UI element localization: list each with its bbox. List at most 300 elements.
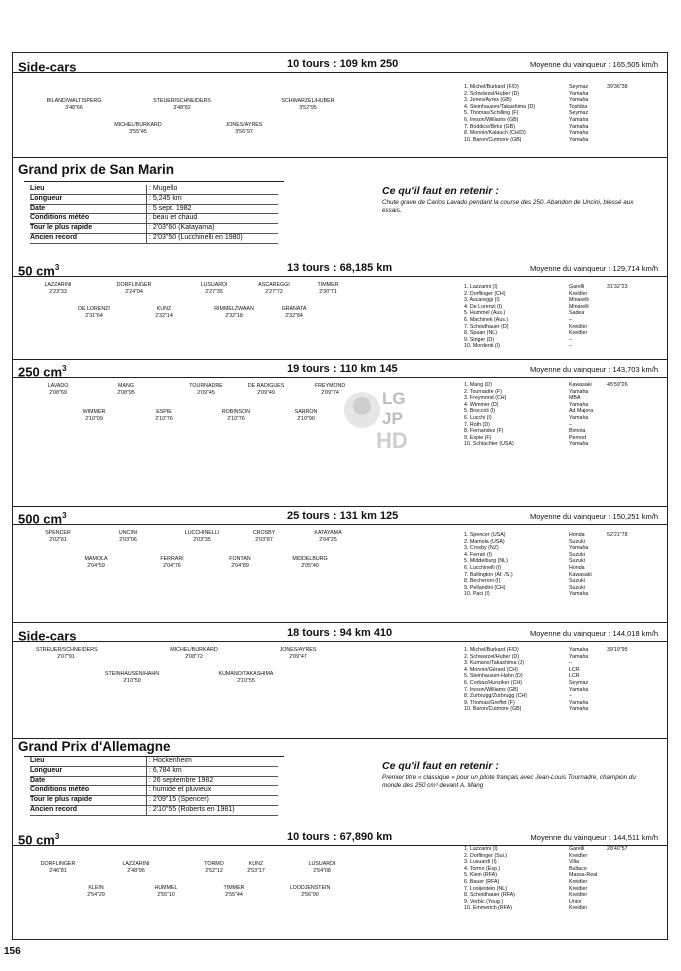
results-list xyxy=(464,846,628,912)
retain-title: Ce qu'il faut en retenir : xyxy=(382,185,499,197)
result-time: 39'36"38 xyxy=(607,84,628,90)
info-label: Conditions météo xyxy=(30,786,147,795)
class-sup: 3 xyxy=(62,364,67,373)
result-row xyxy=(464,872,628,879)
result-row xyxy=(464,415,628,422)
result-rider: 4. Monnin/Gérard (CH) xyxy=(464,666,518,673)
result-bike: Kreidler xyxy=(569,885,588,892)
result-rider: 10. Baron/Cutmore (GB) xyxy=(464,136,522,143)
result-bike: Bultaco xyxy=(569,865,587,872)
result-rider: 9. Verbic (Youg.) xyxy=(464,898,503,905)
result-bike: Ad Majora xyxy=(569,408,594,415)
rider-name: BILAND/WALTISPERG xyxy=(46,98,102,104)
race-distance: 10 tours : 67,890 km xyxy=(287,831,393,843)
result-bike: Seymaz xyxy=(569,679,589,686)
result-row xyxy=(464,565,628,572)
grid-rider xyxy=(98,530,158,543)
rider-name: LUCCHINELLI xyxy=(184,530,220,536)
result-bike: Yamaha xyxy=(569,699,589,706)
rider-time: 2'09"74 xyxy=(321,389,339,396)
result-bike: – xyxy=(569,421,572,428)
result-rider: 5. Thomas/Schilling (F) xyxy=(464,110,519,117)
grid-rider xyxy=(204,306,264,319)
result-row xyxy=(464,130,628,137)
grid-rider xyxy=(298,530,358,543)
result-bike: Suzuki xyxy=(569,584,585,591)
result-rider: 10. Baron/Cutmore (GB) xyxy=(464,706,522,713)
grid-rider xyxy=(234,530,294,543)
result-rider: 3. Ascareggi (I) xyxy=(464,297,500,304)
result-row xyxy=(464,700,628,707)
info-value: : 5,245 km xyxy=(149,194,182,202)
result-bike: Yamaha xyxy=(569,706,589,713)
result-bike: Honda xyxy=(569,532,585,538)
result-time: 52'21"78 xyxy=(607,532,628,538)
rider-name: KUNZ xyxy=(156,306,172,312)
result-rider: 6. Lucchinelli (I) xyxy=(464,564,502,571)
section-header xyxy=(12,260,668,277)
result-rider: 10. Schlachter (USA) xyxy=(464,441,514,448)
rider-time: 2'54"29 xyxy=(87,891,105,898)
result-rider: 6. Bauer (RFA) xyxy=(464,878,500,885)
grid-rider xyxy=(204,885,264,898)
rider-name: HUMMEL xyxy=(154,885,178,891)
section-sidecars-1 xyxy=(12,56,668,152)
result-rider: 2. Tournadre (F) xyxy=(464,388,502,395)
result-rider: 8. Scheidhauer (RFA) xyxy=(464,892,515,899)
class-sup: 3 xyxy=(62,511,67,520)
grid-rider xyxy=(176,383,236,396)
result-row xyxy=(464,591,628,598)
info-row xyxy=(30,234,278,244)
result-rider: 9. Thomas/Greffet (F) xyxy=(464,699,515,706)
result-rider: 1. Michel/Burkard (F/D) xyxy=(464,84,519,90)
grid-rider xyxy=(152,98,212,111)
watermark-line-1: LG xyxy=(382,389,406,408)
rider-time: 2'05"40 xyxy=(301,562,319,569)
info-value: : beau et chaud xyxy=(149,214,198,222)
result-row xyxy=(464,532,628,539)
result-row xyxy=(464,304,628,311)
result-row xyxy=(464,291,628,298)
result-bike: Minarelli xyxy=(569,297,589,304)
result-row xyxy=(464,330,628,337)
result-rider: 9. Singer (D) xyxy=(464,336,495,343)
info-label: Date xyxy=(30,777,147,786)
rider-time: 2'10"76 xyxy=(227,415,245,422)
rider-name: GRANATA xyxy=(281,306,307,312)
retain-text: Premier titre « classique » pour un pilote français avec Jean-Louis Tournadre, champion du monde des 250 cm³ devant A. Mang xyxy=(382,774,636,789)
result-row xyxy=(464,337,628,344)
result-bike: Yamaha xyxy=(569,647,589,653)
grid-rider xyxy=(164,647,224,660)
rider-name: LOODJENSTEIN xyxy=(289,885,331,891)
rider-name: MAMOLA xyxy=(84,556,108,562)
rider-time: 2'08"95 xyxy=(117,389,135,396)
grid-rider xyxy=(210,556,270,569)
grid-rider xyxy=(184,282,244,295)
result-bike: Yamaha xyxy=(569,591,589,598)
gp-info-table xyxy=(30,185,278,244)
result-bike: Massa-Real xyxy=(569,872,598,879)
result-rider: 4. Wimmer (D) xyxy=(464,401,499,408)
info-value: : 5 sept. 1982 xyxy=(149,204,192,212)
rider-time: 2'56"90 xyxy=(301,891,319,898)
grid-rider xyxy=(28,530,88,543)
result-bike: Yamaha xyxy=(569,130,589,137)
result-rider: 3. Crosby (NZ) xyxy=(464,545,499,552)
result-rider: 6. Corbaz/Hunziker (CH) xyxy=(464,679,522,686)
result-time: 28'40"57 xyxy=(607,846,628,852)
result-rider: 9. Espie (F) xyxy=(464,434,492,441)
section-header xyxy=(12,625,668,642)
grid-rider xyxy=(268,647,328,660)
rider-name: WIMMER xyxy=(82,409,106,415)
grid-rider xyxy=(278,98,338,111)
rider-time: 2'31"64 xyxy=(85,312,103,319)
grid-rider xyxy=(66,885,126,898)
retain-text: Chute grave de Carlos Lavado pendant la course des 250. Abandon de Uncini, blessé aux essais. xyxy=(382,199,634,214)
rider-time: 2'08"72 xyxy=(185,653,203,660)
rider-time: 2'52"12 xyxy=(205,867,223,874)
info-label: Ancien record xyxy=(30,234,147,243)
page-number: 156 xyxy=(4,946,21,957)
class-name: 250 cm xyxy=(18,364,63,380)
result-row xyxy=(464,693,628,700)
grid-rider xyxy=(142,556,202,569)
result-row xyxy=(464,647,628,654)
result-row xyxy=(464,324,628,331)
result-bike: Yamaha xyxy=(569,545,589,552)
result-bike: Kreidler xyxy=(569,323,588,330)
info-label: Lieu xyxy=(30,757,147,766)
rider-name: TIMMER xyxy=(317,282,339,288)
result-rider: 5. Steinhausen-Hahn (D) xyxy=(464,673,523,680)
info-value: : 2'03"50 (Lucchinelli en 1980) xyxy=(149,233,243,241)
class-sup: 3 xyxy=(54,263,60,272)
results-list xyxy=(464,532,628,598)
class-title xyxy=(18,260,59,279)
section-500cc xyxy=(12,508,668,623)
result-rider: 2. Mamola (USA) xyxy=(464,538,505,545)
info-label: Tour le plus rapide xyxy=(30,224,147,233)
rider-time: 2'23"33 xyxy=(49,288,67,295)
result-row xyxy=(464,310,628,317)
info-value: : Mugello xyxy=(149,185,178,192)
result-rider: 4. De Lorenzi (I) xyxy=(464,303,502,310)
section-50cc-1 xyxy=(12,260,668,356)
grid-rider xyxy=(44,98,104,111)
rider-name: LUSUARDI xyxy=(200,282,228,288)
info-row xyxy=(30,224,278,234)
rider-name: MIDDELBURG xyxy=(292,556,328,562)
class-title xyxy=(18,361,67,380)
result-rider: 8. Fernandez (F) xyxy=(464,428,504,435)
result-rider: 7. Ireson/Williams (GB) xyxy=(464,686,519,693)
winner-average: Moyenne du vainqueur : 129,714 km/h xyxy=(529,264,658,273)
class-sup: 3 xyxy=(54,832,60,841)
rider-time: 2'04"89 xyxy=(231,562,249,569)
rider-time: 2'55"10 xyxy=(157,891,175,898)
result-bike: Kreidler xyxy=(569,852,588,859)
result-bike: Honda xyxy=(569,564,585,571)
rider-time: 2'04"59 xyxy=(87,562,105,569)
gp-allemagne xyxy=(12,739,668,829)
grid-rider xyxy=(280,556,340,569)
rider-name: CROSBY xyxy=(252,530,276,536)
results-list xyxy=(464,382,628,448)
rider-name: ROBINSON xyxy=(221,409,251,415)
result-bike: Sadea xyxy=(569,310,585,317)
race-distance: 19 tours : 110 km 145 xyxy=(287,363,398,375)
result-row xyxy=(464,673,628,680)
info-value: : 2'10"55 (Roberts en 1981) xyxy=(149,805,235,813)
rider-name: DE LORENZI xyxy=(78,306,110,312)
result-rider: 6. Machinek (Aus.) xyxy=(464,316,509,323)
gp-san-marin xyxy=(12,162,668,258)
winner-average: Moyenne du vainqueur : 144,511 km/h xyxy=(530,833,658,842)
rider-time: 3'55"45 xyxy=(129,128,147,135)
rider-time: 3'56"97 xyxy=(235,128,253,135)
result-rider: 8. Zurbrugg/Zurbrugg (CH) xyxy=(464,693,527,700)
class-name: 50 cm xyxy=(18,263,55,279)
result-rider: 2. Schwärzel/Huber (D) xyxy=(464,90,520,97)
result-row xyxy=(464,343,628,350)
race-distance: 18 tours : 94 km 410 xyxy=(287,627,393,639)
result-row xyxy=(464,667,628,674)
result-rider: 10. Mordenti (I) xyxy=(464,343,500,350)
winner-average: Moyenne du vainqueur : 144,018 km/h xyxy=(529,629,658,638)
rider-time: 2'03"35 xyxy=(193,536,211,543)
info-label: Ancien record xyxy=(30,806,147,815)
gp-title: Grand prix de San Marin xyxy=(18,162,175,177)
class-title xyxy=(18,56,77,75)
result-bike: Yamaha xyxy=(569,136,589,143)
result-bike: – xyxy=(569,343,572,350)
result-row xyxy=(464,572,628,579)
info-row xyxy=(30,796,278,806)
result-row xyxy=(464,654,628,661)
grid-rider xyxy=(28,383,88,396)
rider-name: SARRON xyxy=(294,409,318,415)
grid-rider xyxy=(276,409,336,422)
result-rider: 7. Boddice/Birks (GB) xyxy=(464,123,515,130)
grid-rider xyxy=(28,861,88,874)
result-rider: 7. Scheidhauer (D) xyxy=(464,323,509,330)
class-name: Side-cars xyxy=(18,59,77,75)
result-row xyxy=(464,585,628,592)
result-rider: 10. Paci (I) xyxy=(464,591,490,598)
rider-name: RIMMELZWAAN xyxy=(214,306,254,312)
class-title xyxy=(18,625,77,644)
rider-name: STREUER/SCHNEIDERS xyxy=(36,647,98,653)
result-rider: 2. Dorflinger (CH) xyxy=(464,290,506,297)
rider-time: 2'10"76 xyxy=(155,415,173,422)
race-distance: 13 tours : 68,185 km xyxy=(287,262,393,274)
result-bike: Kreidler xyxy=(569,878,588,885)
result-row xyxy=(464,879,628,886)
result-row xyxy=(464,402,628,409)
result-rider: 3. Kumano/Takashima (J) xyxy=(464,660,525,667)
result-row xyxy=(464,117,628,124)
results-list xyxy=(464,84,628,143)
rider-time: 2'48"96 xyxy=(127,867,145,874)
rider-name: MANG xyxy=(118,383,134,389)
result-row xyxy=(464,91,628,98)
rider-name: DORFLINGER xyxy=(116,282,152,288)
grid-rider xyxy=(226,861,286,874)
result-row xyxy=(464,137,628,144)
result-row xyxy=(464,382,628,389)
result-bike: Seymaz xyxy=(569,110,589,117)
grid-rider xyxy=(136,885,196,898)
result-row xyxy=(464,317,628,324)
rider-time: 2'54"08 xyxy=(313,867,331,874)
rider-name: FONTAN xyxy=(229,556,251,562)
result-bike: Yamaha xyxy=(569,414,589,421)
grid-rider xyxy=(172,530,232,543)
grid-rider xyxy=(28,282,88,295)
section-header xyxy=(12,829,668,846)
rider-name: DORFLINGER xyxy=(40,861,76,867)
rider-name: KUMANO/TAKASHIMA xyxy=(218,671,274,677)
grid-rider xyxy=(102,671,162,684)
grid-rider xyxy=(134,306,194,319)
result-time: 31'32"23 xyxy=(607,284,628,290)
rider-time: 2'02"81 xyxy=(49,536,67,543)
rider-time: 2'10"50 xyxy=(123,677,141,684)
section-divider xyxy=(12,157,668,158)
result-rider: 7. Looijestein (NL) xyxy=(464,885,507,892)
result-bike: Toshiba xyxy=(569,103,588,110)
result-bike: Yamaha xyxy=(569,401,589,408)
info-row xyxy=(30,757,278,767)
rider-name: LAZZARINI xyxy=(122,861,150,867)
rider-time: 2'10"90 xyxy=(297,415,315,422)
rider-name: TORMO xyxy=(204,861,224,867)
result-row xyxy=(464,680,628,687)
result-rider: 7. Roth (D) xyxy=(464,421,490,428)
rider-name: STEUER/SCHNEIDERS xyxy=(153,98,211,104)
result-row xyxy=(464,899,628,906)
info-label: Longueur xyxy=(30,767,147,776)
result-row xyxy=(464,110,628,117)
result-row xyxy=(464,395,628,402)
result-row xyxy=(464,905,628,912)
rider-time: 2'03"06 xyxy=(119,536,137,543)
result-row xyxy=(464,886,628,893)
retain-block xyxy=(382,760,652,790)
class-name: 50 cm xyxy=(18,832,55,848)
section-divider xyxy=(12,359,668,360)
result-rider: 3. Freymond (CH) xyxy=(464,395,507,402)
result-rider: 5. Hummel (Aus.) xyxy=(464,310,506,317)
result-bike: Kreidler xyxy=(569,330,588,337)
grid-rider xyxy=(244,282,304,295)
result-bike: Yamaha xyxy=(569,686,589,693)
result-bike: Yamaha xyxy=(569,90,589,97)
rider-name: STEINHAUSEN/HAHN xyxy=(104,671,160,677)
grid-rider xyxy=(134,409,194,422)
section-divider xyxy=(12,622,668,623)
result-row xyxy=(464,866,628,873)
result-bike: Yamaha xyxy=(569,97,589,104)
info-value: : 6,784 km xyxy=(149,766,182,774)
result-row xyxy=(464,846,628,853)
result-row xyxy=(464,558,628,565)
result-bike: Minarelli xyxy=(569,303,589,310)
rider-name: JONES/AYRES xyxy=(279,647,317,653)
result-row xyxy=(464,441,628,448)
winner-average: Moyenne du vainqueur : 150,251 km/h xyxy=(529,512,658,521)
section-divider xyxy=(12,506,668,507)
rider-time: 2'07"91 xyxy=(57,653,75,660)
rider-time: 2'24"04 xyxy=(125,288,143,295)
result-bike: Suzuki xyxy=(569,578,585,585)
rider-name: ESPIE xyxy=(156,409,172,415)
rider-name: MICHEL/BURKARD xyxy=(114,122,162,128)
info-value: : humide et pluvieux xyxy=(149,786,212,794)
info-row xyxy=(30,185,278,195)
result-bike: – xyxy=(569,660,572,667)
rider-name: ASCAREGGI xyxy=(258,282,290,288)
retain-title: Ce qu'il faut en retenir : xyxy=(382,760,499,772)
result-bike: Suzuki xyxy=(569,538,585,545)
result-bike: Kawasaki xyxy=(569,382,592,388)
result-row xyxy=(464,892,628,899)
rider-name: KATAYAMA xyxy=(314,530,342,536)
grid-rider xyxy=(216,671,276,684)
result-bike: LCR xyxy=(569,666,580,673)
result-rider: 10. Emmerich (RFA) xyxy=(464,905,512,912)
info-label: Longueur xyxy=(30,195,147,204)
rider-time: 2'27"35 xyxy=(205,288,223,295)
gp-info-table xyxy=(30,757,278,816)
result-bike: Yamaha xyxy=(569,653,589,660)
result-bike: Kreidler xyxy=(569,290,588,297)
result-rider: 6. Lucchi (I) xyxy=(464,414,492,421)
result-rider: 4. Ferrari (I) xyxy=(464,551,492,558)
result-row xyxy=(464,853,628,860)
rider-name: LAVADO xyxy=(47,383,69,389)
result-bike: Suzuki xyxy=(569,551,585,558)
result-row xyxy=(464,539,628,546)
grid-rider xyxy=(106,861,166,874)
rider-name: DE RADIGUES xyxy=(247,383,285,389)
result-bike: Yamaha xyxy=(569,116,589,123)
result-row xyxy=(464,578,628,585)
result-row xyxy=(464,859,628,866)
result-rider: 5. Middelburg (NL) xyxy=(464,558,508,565)
result-bike: Seymaz xyxy=(569,84,589,90)
grid-rider xyxy=(264,306,324,319)
grid-rider xyxy=(96,383,156,396)
info-value: : Hockenheim xyxy=(149,757,192,764)
info-value: : 26 septembre 1982 xyxy=(149,776,214,784)
rider-time: 2'10"09 xyxy=(85,415,103,422)
rider-time: 2'03"87 xyxy=(255,536,273,543)
result-rider: 1. Michel/Burkard (F/D) xyxy=(464,647,519,653)
rider-time: 2'55"44 xyxy=(225,891,243,898)
result-row xyxy=(464,97,628,104)
info-label: Date xyxy=(30,205,147,214)
rider-time: 2'32"84 xyxy=(285,312,303,319)
rider-time: 3'48"66 xyxy=(65,104,83,111)
section-header xyxy=(12,508,668,525)
winner-average: Moyenne du vainqueur : 143,703 km/h xyxy=(529,365,658,374)
info-value: : 2'03"60 (Katayama) xyxy=(149,224,215,232)
result-rider: 3. Jones/Ayres (GB) xyxy=(464,97,512,104)
